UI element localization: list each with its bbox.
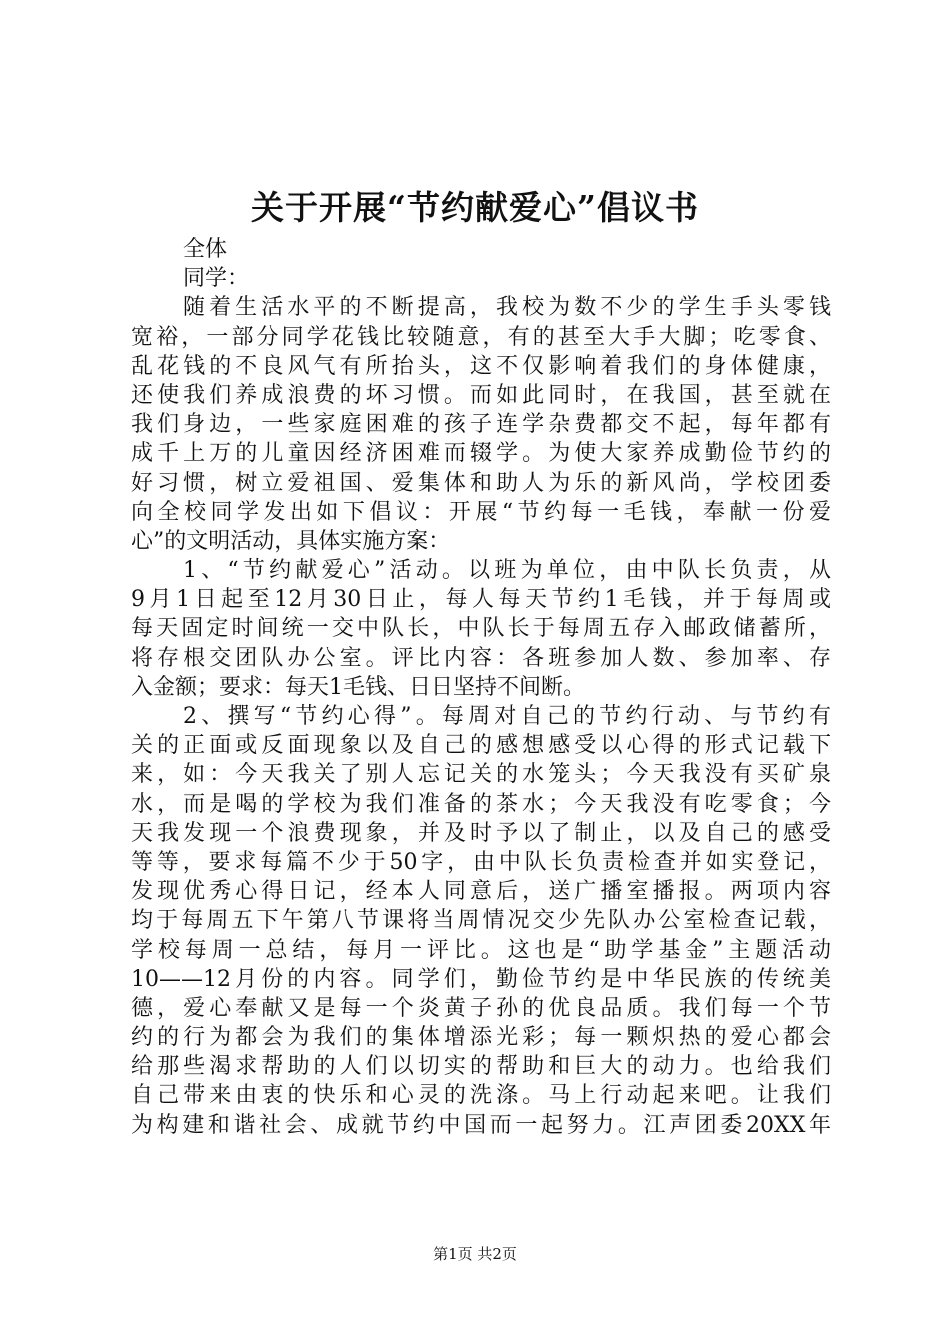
body-line: 1、“节约献爱心”活动。以班为单位，由中队长负责，从 <box>183 558 831 584</box>
body-line: 自己带来由衷的快乐和心灵的洗涤。马上行动起来吧。让我们 <box>131 1083 831 1109</box>
body-line: 向全校同学发出如下倡议：开展“节约每一毛钱，奉献一份爱 <box>131 499 831 525</box>
body-line: 水，而是喝的学校为我们准备的茶水；今天我没有吃零食；今 <box>131 791 831 817</box>
body-line: 还使我们养成浪费的坏习惯。而如此同时，在我国，甚至就在 <box>131 382 831 408</box>
body-line: 关的正面或反面现象以及自己的感想感受以心得的形式记载下 <box>131 733 831 759</box>
body-line: 好习惯，树立爱祖国、爱集体和助人为乐的新风尚，学校团委 <box>131 470 831 496</box>
body-line: 将存根交团队办公室。评比内容：各班参加人数、参加率、存 <box>131 645 831 671</box>
body-line: 均于每周五下午第八节课将当周情况交少先队办公室检查记载， <box>131 908 831 934</box>
body-line: 宽裕，一部分同学花钱比较随意，有的甚至大手大脚；吃零食、 <box>131 324 831 350</box>
body-line: 给那些渴求帮助的人们以切实的帮助和巨大的动力。也给我们 <box>131 1054 831 1080</box>
body-line: 成千上万的儿童因经济困难而辍学。为使大家养成勤俭节约的 <box>131 441 831 467</box>
body-line: 随着生活水平的不断提高，我校为数不少的学生手头零钱 <box>183 295 831 321</box>
body-line: 学校每周一总结，每月一评比。这也是“助学基金”主题活动 <box>131 937 831 963</box>
body-line: 来，如：今天我关了别人忘记关的水笼头；今天我没有买矿泉 <box>131 762 831 788</box>
body-line: 全体 <box>183 237 228 262</box>
body-line: 发现优秀心得日记，经本人同意后，送广播室播报。两项内容 <box>131 879 831 905</box>
body-line: 约的行为都会为我们的集体增添光彩；每一颗炽热的爱心都会 <box>131 1025 831 1051</box>
body-line: 天我发现一个浪费现象，并及时予以了制止，以及自己的感受 <box>131 820 831 846</box>
body-line: 为构建和谐社会、成就节约中国而一起努力。江声团委20XX年 <box>131 1112 831 1138</box>
body-line: 9月1日起至12月30日止，每人每天节约1毛钱，并于每周或 <box>131 587 831 613</box>
body-line: 2、撰写“节约心得”。每周对自己的节约行动、与节约有 <box>183 704 831 729</box>
body-line: 每天固定时间统一交中队长，中队长于每周五存入邮政储蓄所， <box>131 616 831 642</box>
document-title: 关于开展“节约献爱心”倡议书 <box>251 188 699 227</box>
body-line: 等等，要求每篇不少于50字，由中队长负责检查并如实登记， <box>131 849 831 875</box>
page-footer: 第1页 共2页 <box>433 1245 517 1263</box>
body-line: 乱花钱的不良风气有所抬头，这不仅影响着我们的身体健康， <box>131 353 831 379</box>
body-line: 入金额；要求：每天1毛钱、日日坚持不间断。 <box>131 674 585 700</box>
document-body <box>131 235 831 1140</box>
body-line: 10——12月份的内容。同学们，勤俭节约是中华民族的传统美 <box>131 966 831 992</box>
body-line: 心”的文明活动，具体实施方案： <box>131 528 451 554</box>
body-line: 同学： <box>183 266 250 292</box>
body-line: 我们身边，一些家庭困难的孩子连学杂费都交不起，每年都有 <box>131 412 831 438</box>
body-line: 德，爱心奉献又是每一个炎黄子孙的优良品质。我们每一个节 <box>131 995 831 1021</box>
